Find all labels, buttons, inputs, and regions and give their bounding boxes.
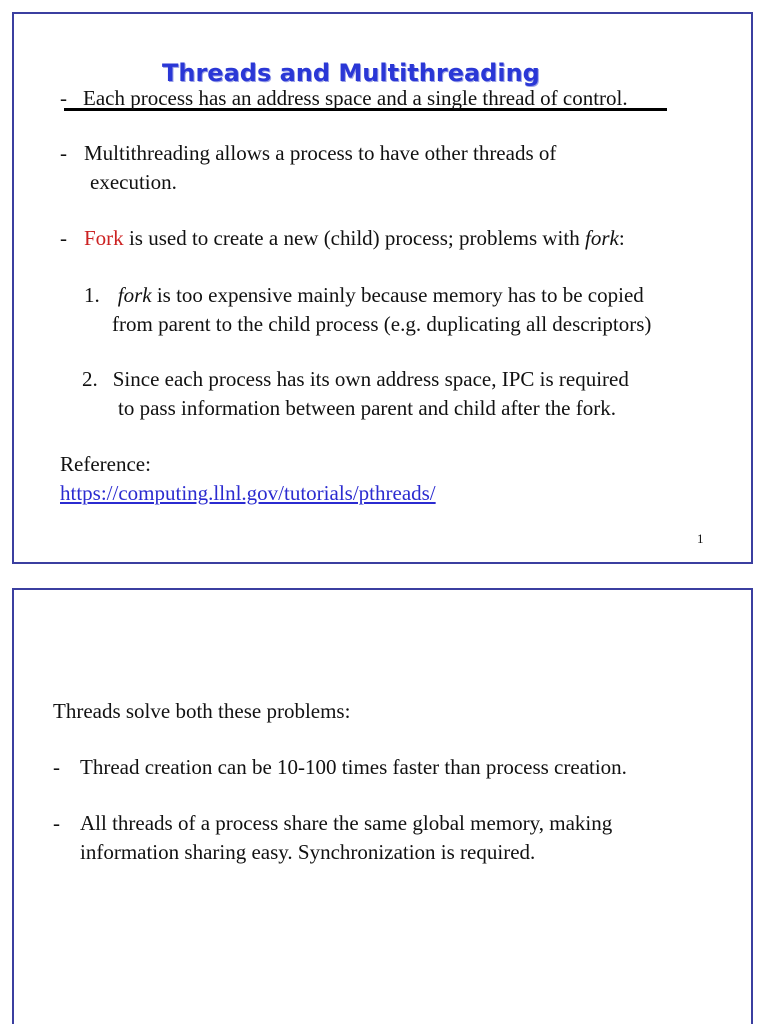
item-2-text-line-1: Since each process has its own address space, IPC is required bbox=[112, 367, 629, 391]
item-2-text-line-2: to pass information between parent and child after the fork. bbox=[118, 396, 616, 420]
slide-2-bullet-2-text-line-2: information sharing easy. Synchronization is required. bbox=[80, 840, 536, 864]
reference-link[interactable]: https://computing.llnl.gov/tutorials/pthreads/ bbox=[60, 481, 436, 505]
item-1-text-line-2: from parent to the child process (e.g. duplicating all descriptors) bbox=[112, 312, 652, 336]
bullet-dash: - bbox=[53, 755, 60, 779]
bullet-3-text-end: : bbox=[618, 226, 625, 250]
slide-2-bullet-1-text: Thread creation can be 10-100 times faster than process creation. bbox=[80, 755, 627, 779]
bullet-dash: - bbox=[60, 141, 67, 165]
item-1-text-line-1: is too expensive mainly because memory has to be copied bbox=[151, 283, 644, 307]
bullet-3 bbox=[60, 224, 625, 253]
reference-link-row bbox=[60, 479, 436, 508]
slide-2 bbox=[12, 588, 753, 1024]
bullet-3-text: is used to create a new (child) process; problems with bbox=[123, 226, 585, 250]
slide-2-bullet-1 bbox=[53, 753, 627, 782]
item-number: 2. bbox=[82, 367, 98, 391]
bullet-1 bbox=[60, 84, 628, 113]
page-number: 1 bbox=[697, 531, 704, 546]
bullet-1-text: Each process has an address space and a single thread of control. bbox=[83, 86, 628, 110]
slide-2-intro: Threads solve both these problems: bbox=[53, 699, 351, 723]
slide-title: Threads and Multithreading bbox=[162, 59, 540, 87]
slide-2-bullet-2 bbox=[53, 809, 612, 838]
reference-label: Reference: bbox=[60, 452, 151, 476]
slide-2-bullet-2-text-line-1: All threads of a process share the same global memory, making bbox=[80, 811, 613, 835]
numbered-item-2 bbox=[82, 365, 629, 394]
fork-italic: fork bbox=[584, 226, 619, 250]
item-number: 1. bbox=[84, 283, 100, 307]
bullet-dash: - bbox=[60, 226, 67, 250]
bullet-2 bbox=[60, 139, 556, 168]
bullet-dash: - bbox=[53, 811, 60, 835]
bullet-dash: - bbox=[60, 86, 67, 110]
fork-italic: fork bbox=[117, 283, 152, 307]
bullet-2-text-line-2: execution. bbox=[90, 170, 177, 194]
slide-1 bbox=[12, 12, 753, 564]
bullet-2-text-line-1: Multithreading allows a process to have other threads of bbox=[84, 141, 557, 165]
fork-keyword: Fork bbox=[84, 226, 124, 250]
numbered-item-1 bbox=[84, 281, 644, 310]
